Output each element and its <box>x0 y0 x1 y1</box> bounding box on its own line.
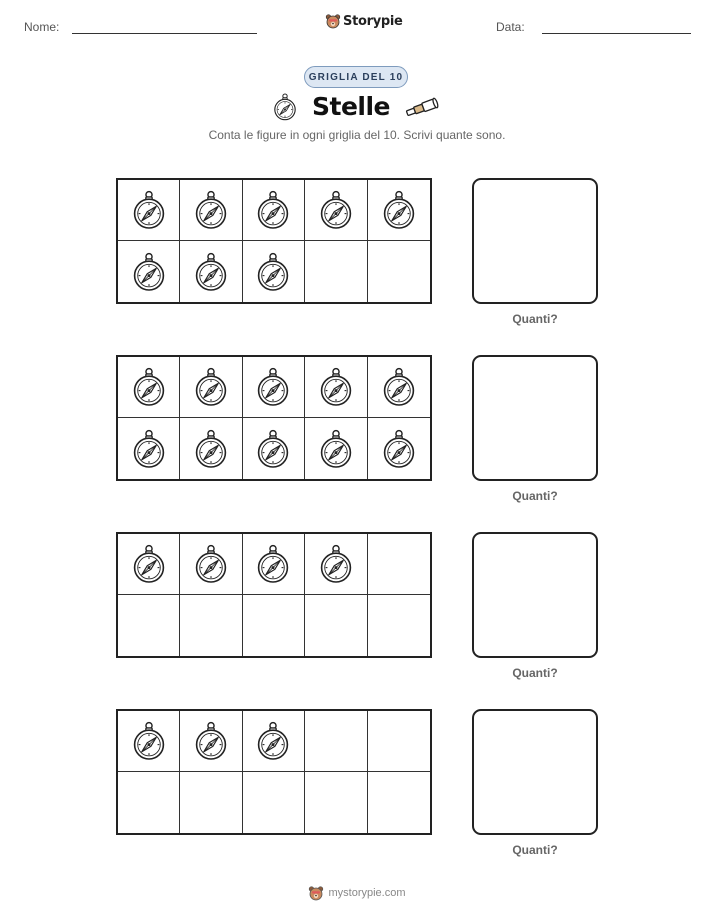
frame-cell <box>305 241 367 302</box>
date-line[interactable] <box>542 33 691 34</box>
frame-cell <box>243 711 305 772</box>
frame-cell <box>243 241 305 302</box>
frame-cell <box>305 772 367 833</box>
frame-cell <box>243 595 305 656</box>
brand-logo <box>325 13 403 29</box>
title-row <box>0 92 714 121</box>
frame-cell <box>180 772 242 833</box>
frame-cell <box>243 357 305 418</box>
frame-cell <box>118 534 180 595</box>
compass-icon <box>381 367 417 407</box>
compass-icon <box>318 544 354 584</box>
ten-frame <box>116 355 432 481</box>
frame-cell <box>118 241 180 302</box>
frame-cell <box>305 180 367 241</box>
frame-cell <box>118 595 180 656</box>
compass-icon <box>193 544 229 584</box>
frame-cell <box>243 418 305 479</box>
compass-icon <box>131 190 167 230</box>
frame-cell <box>118 357 180 418</box>
frame-cell <box>180 418 242 479</box>
answer-label: Quanti? <box>512 489 558 503</box>
frame-cell <box>118 180 180 241</box>
compass-icon <box>381 429 417 469</box>
name-label: Nome: <box>24 20 60 34</box>
answer-label: Quanti? <box>512 666 558 680</box>
frame-cell <box>180 357 242 418</box>
spyglass-icon <box>404 96 442 118</box>
compass-icon <box>255 721 291 761</box>
answer-box[interactable] <box>472 532 598 658</box>
frame-cell <box>180 711 242 772</box>
frame-cell <box>368 772 430 833</box>
frame-cell <box>118 711 180 772</box>
compass-icon <box>193 721 229 761</box>
frame-cell <box>243 180 305 241</box>
footer <box>0 885 714 901</box>
compass-icon <box>255 429 291 469</box>
compass-icon <box>255 190 291 230</box>
frame-cell <box>368 357 430 418</box>
frame-cell <box>180 534 242 595</box>
frame-cell <box>368 711 430 772</box>
compass-icon <box>131 544 167 584</box>
frame-cell <box>118 418 180 479</box>
compass-icon <box>318 429 354 469</box>
frame-cell <box>305 595 367 656</box>
page-title: Stelle <box>311 92 390 121</box>
frame-cell <box>118 772 180 833</box>
compass-icon <box>193 252 229 292</box>
compass-icon <box>131 367 167 407</box>
compass-icon <box>255 544 291 584</box>
bear-mascot-icon <box>308 885 324 901</box>
frame-cell <box>368 534 430 595</box>
instructions: Conta le figure in ogni griglia del 10. Scrivi quante sono. <box>208 128 506 142</box>
compass-icon <box>318 190 354 230</box>
frame-cell <box>243 534 305 595</box>
bear-mascot-icon <box>325 13 341 29</box>
frame-cell <box>180 180 242 241</box>
ten-frame <box>116 709 432 835</box>
date-label: Data: <box>496 20 525 34</box>
compass-icon <box>381 190 417 230</box>
worksheet-type-badge: GRIGLIA DEL 10 <box>304 66 408 88</box>
compass-icon <box>131 429 167 469</box>
answer-label: Quanti? <box>512 843 558 857</box>
compass-icon <box>193 429 229 469</box>
frame-cell <box>368 180 430 241</box>
compass-icon <box>131 721 167 761</box>
frame-cell <box>180 595 242 656</box>
frame-cell <box>368 241 430 302</box>
brand-name: Storypie <box>343 13 403 29</box>
frame-cell <box>243 772 305 833</box>
compass-icon <box>131 252 167 292</box>
compass-icon <box>193 367 229 407</box>
compass-icon <box>318 367 354 407</box>
answer-label: Quanti? <box>512 312 558 326</box>
frame-cell <box>180 241 242 302</box>
compass-icon <box>255 252 291 292</box>
frame-cell <box>368 595 430 656</box>
frame-cell <box>368 418 430 479</box>
name-line[interactable] <box>72 33 257 34</box>
ten-frame <box>116 532 432 658</box>
ten-frame <box>116 178 432 304</box>
frame-cell <box>305 357 367 418</box>
compass-icon <box>272 93 298 121</box>
answer-box[interactable] <box>472 178 598 304</box>
answer-box[interactable] <box>472 709 598 835</box>
compass-icon <box>193 190 229 230</box>
answer-box[interactable] <box>472 355 598 481</box>
frame-cell <box>305 534 367 595</box>
frame-cell <box>305 711 367 772</box>
frame-cell <box>305 418 367 479</box>
compass-icon <box>255 367 291 407</box>
footer-url: mystorypie.com <box>328 887 406 899</box>
